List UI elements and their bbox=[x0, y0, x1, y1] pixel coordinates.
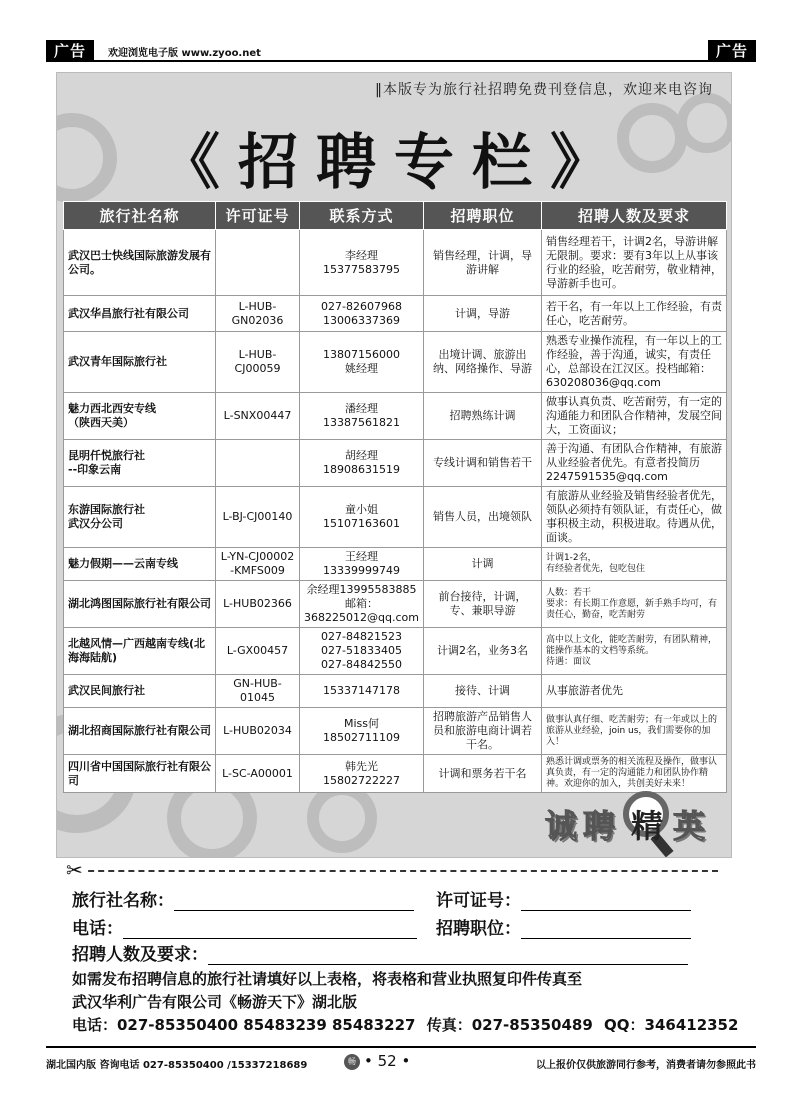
table-row bbox=[64, 296, 727, 332]
contact-cell: 余经理13995583885 邮箱： 368225012@qq.com bbox=[300, 581, 424, 628]
table-row bbox=[64, 393, 727, 440]
banner-title: 《招聘专栏》 bbox=[160, 128, 628, 198]
table-row bbox=[64, 708, 727, 755]
contact-cell: 027-84821523 027-51833405 027-84842550 bbox=[300, 628, 424, 675]
position-cell: 招聘旅游产品销售人员和旅游电商计调若干名。 bbox=[423, 708, 541, 755]
agency-cell: 武汉华昌旅行社有限公司 bbox=[64, 296, 216, 332]
footer-right: 以上报价仅供旅游同行参考，消费者请勿参照此书 bbox=[536, 1060, 756, 1071]
table-row bbox=[64, 581, 727, 628]
form-row-requirements bbox=[72, 940, 688, 965]
contact-cell: 潘经理 13387561821 bbox=[300, 393, 424, 440]
agency-cell: 湖北招商国际旅行社有限公司 bbox=[64, 708, 216, 755]
requirements-cell: 做事认真仔细、吃苦耐劳；有一年或以上的旅游从业经验，join us，我们需要你的加入！ bbox=[541, 708, 726, 755]
phone-label: 电话： bbox=[72, 919, 123, 939]
contact-phone: 电话：027-85350400 85483239 85483227 bbox=[72, 1016, 416, 1034]
position-cell: 销售人员，出境领队 bbox=[423, 487, 541, 548]
contact-cell: 王经理 13339999749 bbox=[300, 548, 424, 581]
license-cell: L-HUB-GN02036 bbox=[216, 296, 300, 332]
position-cell: 计调，导游 bbox=[423, 296, 541, 332]
agency-cell: 武汉青年国际旅行社 bbox=[64, 332, 216, 393]
recruitment-panel bbox=[56, 72, 732, 858]
footer bbox=[46, 1046, 756, 1076]
col-license: 许可证号 bbox=[216, 202, 300, 230]
agency-field[interactable] bbox=[174, 893, 414, 911]
position-label: 招聘职位： bbox=[436, 919, 521, 939]
page-number-text: • 52 • bbox=[364, 1052, 411, 1070]
requirements-cell: 计调1-2名， 有经验者优先，包吃包住 bbox=[541, 548, 726, 581]
agency-cell: 北越风情—广西越南专线(北海海陆航) bbox=[64, 628, 216, 675]
position-cell: 招聘熟练计调 bbox=[423, 393, 541, 440]
agency-label: 旅行社名称： bbox=[72, 891, 174, 911]
position-cell: 接待、计调 bbox=[423, 675, 541, 708]
contact-fax: 传真：027-85350489 bbox=[426, 1016, 593, 1034]
position-cell: 销售经理，计调，导游讲解 bbox=[423, 230, 541, 296]
deco-circle bbox=[307, 783, 377, 853]
license-cell bbox=[216, 440, 300, 487]
position-cell: 计调2名，业务3名 bbox=[423, 628, 541, 675]
ad-tag-left: 广告 bbox=[46, 40, 94, 62]
col-contact: 联系方式 bbox=[300, 202, 424, 230]
requirements-field[interactable] bbox=[208, 947, 688, 965]
contact-cell: 胡经理 18908631519 bbox=[300, 440, 424, 487]
table-row bbox=[64, 332, 727, 393]
table-row bbox=[64, 440, 727, 487]
company-name: 武汉华利广告有限公司《畅游天下》湖北版 bbox=[72, 993, 358, 1011]
license-cell: GN-HUB-01045 bbox=[216, 675, 300, 708]
agency-cell: 昆明仟悦旅行社 --印象云南 bbox=[64, 440, 216, 487]
license-cell: L-HUB02366 bbox=[216, 581, 300, 628]
contact-cell: 李经理 15377583795 bbox=[300, 230, 424, 296]
badge-seeking-talent bbox=[545, 789, 715, 849]
contact-cell: 韩先光 15802722227 bbox=[300, 755, 424, 793]
table-row bbox=[64, 755, 727, 793]
table-row bbox=[64, 230, 727, 296]
license-cell: L-SNX00447 bbox=[216, 393, 300, 440]
table-header-row bbox=[64, 202, 727, 230]
requirements-cell: 做事认真负责、吃苦耐劳，有一定的沟通能力和团队合作精神，发展空间大，工资面议； bbox=[541, 393, 726, 440]
banner-subtitle: ‖本版专为旅行社招聘免费刊登信息，欢迎来电咨询 bbox=[375, 82, 713, 98]
table-row bbox=[64, 675, 727, 708]
col-position: 招聘职位 bbox=[423, 202, 541, 230]
requirements-label: 招聘人数及要求： bbox=[72, 945, 208, 965]
agency-cell: 武汉民间旅行社 bbox=[64, 675, 216, 708]
col-agency: 旅行社名称 bbox=[64, 202, 216, 230]
form-row-phone bbox=[72, 914, 417, 939]
badge-char: 聘 bbox=[583, 807, 616, 845]
position-cell: 前台接待，计调，专、兼职导游 bbox=[423, 581, 541, 628]
top-bar bbox=[46, 40, 756, 62]
agency-cell: 湖北鸿图国际旅行社有限公司 bbox=[64, 581, 216, 628]
form-row-license bbox=[436, 886, 691, 911]
requirements-cell: 人数：若干 要求：有长期工作意愿，新手熟手均可，有责任心，勤奋，吃苦耐劳 bbox=[541, 581, 726, 628]
agency-cell: 四川省中国国际旅行社有限公司 bbox=[64, 755, 216, 793]
contact-cell: 027-82607968 13006337369 bbox=[300, 296, 424, 332]
requirements-cell: 熟悉专业操作流程，有一年以上的工作经验，善于沟通，诚实，有责任心，总部设在江汉区。投档邮箱：630208036@qq.com bbox=[541, 332, 726, 393]
agency-cell: 东游国际旅行社 武汉分公司 bbox=[64, 487, 216, 548]
agency-cell: 魅力假期——云南专线 bbox=[64, 548, 216, 581]
submit-note: 如需发布招聘信息的旅行社请填好以上表格，将表格和营业执照复印件传真至 bbox=[72, 970, 583, 988]
footer-left: 湖北国内版 咨询电话 027-85350400 /15337218689 bbox=[46, 1060, 308, 1071]
requirements-cell: 若干名，有一年以上工作经验，有责任心，吃苦耐劳。 bbox=[541, 296, 726, 332]
position-cell: 计调 bbox=[423, 548, 541, 581]
contact-cell: 13807156000 姚经理 bbox=[300, 332, 424, 393]
license-cell: L-HUB02034 bbox=[216, 708, 300, 755]
application-form bbox=[56, 858, 739, 1038]
position-cell: 出境计调、旅游出纳、网络操作、导游 bbox=[423, 332, 541, 393]
contact-qq: QQ：346412352 bbox=[604, 1016, 739, 1034]
license-cell: L-SC-A00001 bbox=[216, 755, 300, 793]
agency-cell: 武汉巴士快线国际旅游发展有公司。 bbox=[64, 230, 216, 296]
requirements-cell: 从事旅游者优先 bbox=[541, 675, 726, 708]
form-row-agency bbox=[72, 886, 414, 911]
license-cell: L-YN-CJ00002 -KMFS009 bbox=[216, 548, 300, 581]
ad-tag-right: 广告 bbox=[708, 40, 756, 62]
badge-char: 诚 bbox=[545, 807, 578, 845]
welcome-text: 欢迎浏览电子版 www.zyoo.net bbox=[108, 48, 261, 59]
license-field[interactable] bbox=[521, 893, 691, 911]
requirements-cell: 销售经理若干，计调2名，导游讲解无限制。要求：要有3年以上从事该行业的经验，吃苦耐劳，敬业精神，导游新手也可。 bbox=[541, 230, 726, 296]
form-row-position bbox=[436, 914, 691, 939]
table-row bbox=[64, 628, 727, 675]
page-number bbox=[344, 1052, 410, 1070]
badge-char: 英 bbox=[673, 807, 706, 845]
table-row bbox=[64, 487, 727, 548]
requirements-cell: 善于沟通、有团队合作精神，有旅游从业经验者优先。有意者投简历2247591535@qq.com bbox=[541, 440, 726, 487]
license-cell bbox=[216, 230, 300, 296]
position-cell: 专线计调和销售若干 bbox=[423, 440, 541, 487]
position-cell: 计调和票务若干名 bbox=[423, 755, 541, 793]
phone-field[interactable] bbox=[123, 921, 417, 939]
contact-cell: 童小姐 15107163601 bbox=[300, 487, 424, 548]
scissors-icon: ✂ bbox=[66, 858, 87, 882]
cut-line bbox=[68, 870, 718, 872]
license-cell: L-HUB-CJ00059 bbox=[216, 332, 300, 393]
requirements-cell: 有旅游从业经验及销售经验者优先，领队必须持有领队证，有责任心，做事积极主动，积极进取。待遇从优，面谈。 bbox=[541, 487, 726, 548]
badge-char: 精 bbox=[631, 807, 664, 845]
recruitment-table bbox=[63, 201, 727, 793]
table-row bbox=[64, 548, 727, 581]
contact-cell: 15337147178 bbox=[300, 675, 424, 708]
contact-cell: Miss何 18502711109 bbox=[300, 708, 424, 755]
requirements-cell: 高中以上文化，能吃苦耐劳，有团队精神，能操作基本的文档等系统。 待遇：面议 bbox=[541, 628, 726, 675]
license-cell: L-GX00457 bbox=[216, 628, 300, 675]
requirements-cell: 熟悉计调或票务的相关流程及操作，做事认真负责，有一定的沟通能力和团队协作精神。欢迎你的加入，共创美好未来！ bbox=[541, 755, 726, 793]
license-label: 许可证号： bbox=[436, 891, 521, 911]
agency-cell: 魅力西北西安专线 （陕西天美） bbox=[64, 393, 216, 440]
magazine-logo-icon: 畅 bbox=[344, 1054, 360, 1070]
position-field[interactable] bbox=[521, 921, 691, 939]
col-requirements: 招聘人数及要求 bbox=[541, 202, 726, 230]
license-cell: L-BJ-CJ00140 bbox=[216, 487, 300, 548]
contact-line bbox=[72, 1014, 744, 1035]
